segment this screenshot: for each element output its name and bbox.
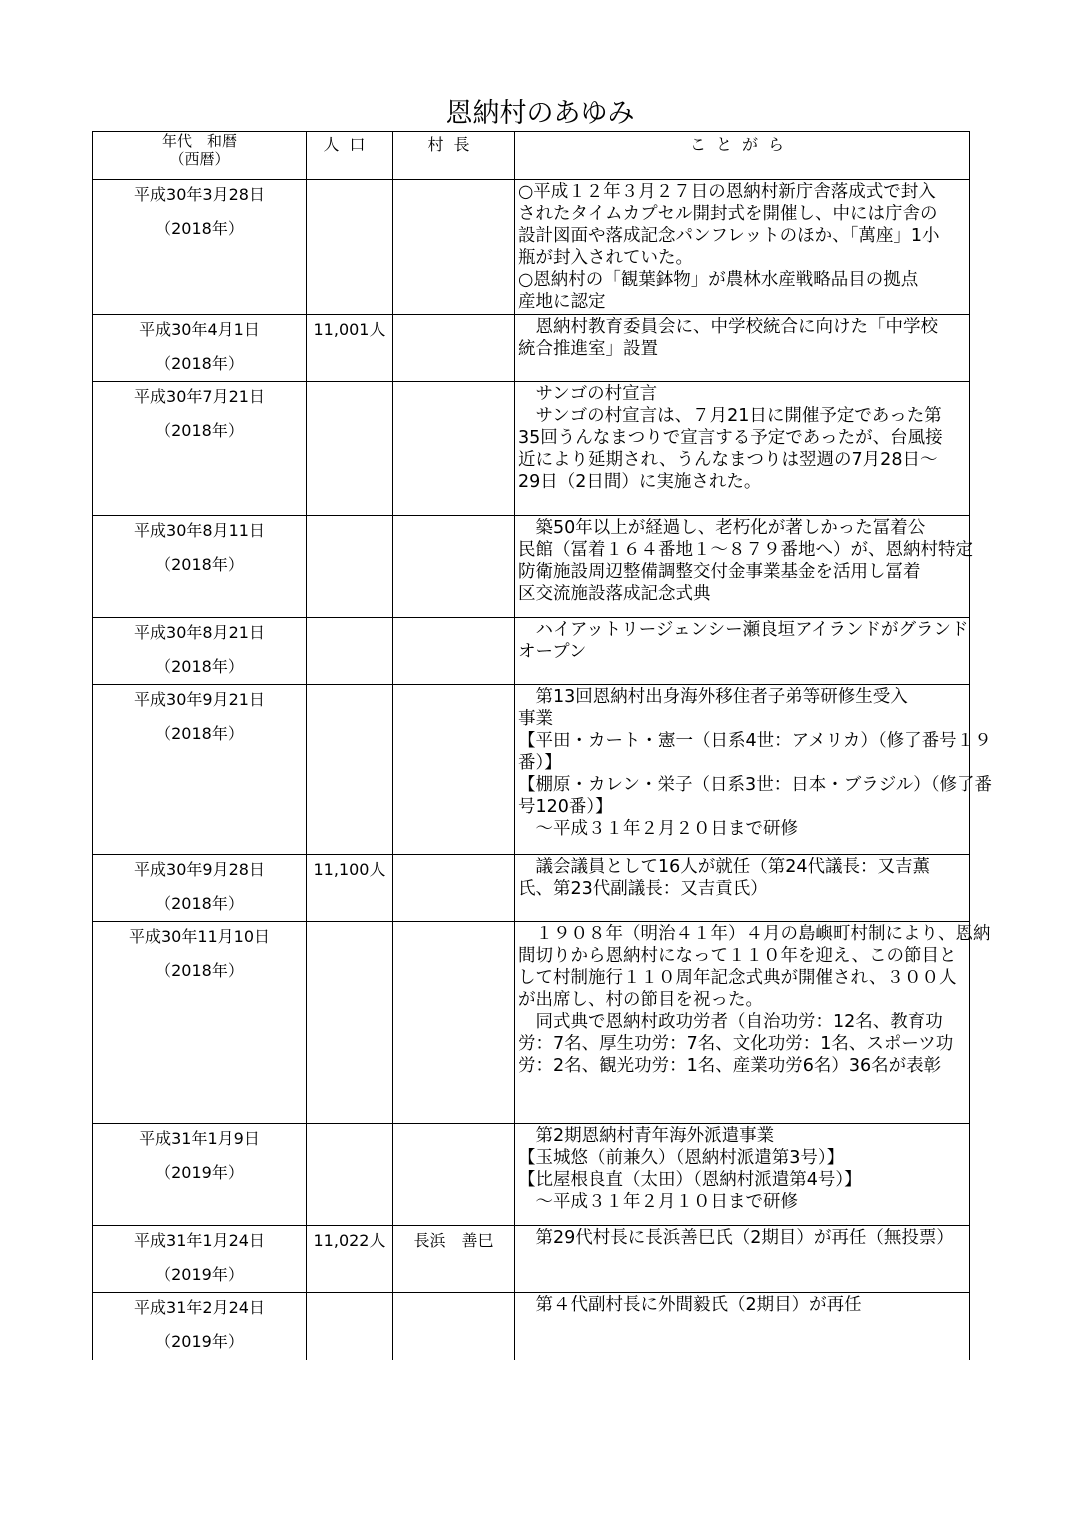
event-line: 近により延期され、うんなまつりは翌週の7月28日～ [518, 450, 938, 470]
event-line: 【玉城悠（前兼久）（恩納村派遣第3号）】 [518, 1148, 845, 1168]
history-table [92, 131, 993, 1360]
table-row [93, 1226, 970, 1293]
population-cell [307, 1124, 393, 1226]
event-line: サンゴの村宣言は、７月21日に開催予定であった第 [518, 406, 942, 426]
event-line: 第13回恩納村出身海外移住者子弟等研修生受入 [518, 687, 908, 707]
mayor-cell [393, 1293, 515, 1360]
events-cell [515, 516, 973, 618]
date-cell [93, 1226, 307, 1293]
mayor-cell [393, 855, 515, 922]
event-line: が出席し、村の節目を祝った。 [518, 990, 763, 1010]
event-line: 防衛施設周辺整備調整交付金事業基金を活用し冨着 [518, 562, 921, 582]
mayor-cell: 長浜 善巳 [393, 1226, 515, 1293]
event-line: 号120番）】 [518, 797, 613, 817]
population-cell: 11,100人 [307, 855, 393, 922]
event-line: １９０８年（明治４１年）４月の島嶼町村制により、恩納 [518, 924, 991, 944]
event-line: ～平成３１年２月１０日まで研修 [518, 1192, 798, 1212]
table-row [93, 315, 970, 382]
events-cell [515, 618, 970, 685]
event-line: 第４代副村長に外間毅氏（2期目）が再任 [518, 1295, 862, 1315]
wareki-date: 平成31年2月24日 [134, 1298, 265, 1317]
event-line: 【平田・カート・憲一（日系4世：アメリカ）（修了番号１９ [518, 731, 992, 751]
mayor-cell [393, 382, 515, 516]
event-line: 氏、第23代副議長：又吉貢氏） [518, 879, 768, 899]
seireki-year: （2018年） [155, 555, 244, 574]
mayor-cell [393, 618, 515, 685]
population-cell: 11,022人 [307, 1226, 393, 1293]
header-mayor: 村長 [393, 132, 515, 180]
event-line: 【比屋根良直（太田）（恩納村派遣第4号）】 [518, 1170, 862, 1190]
wareki-date: 平成31年1月9日 [139, 1129, 260, 1148]
mayor-cell [393, 1124, 515, 1226]
event-line: 間切りから恩納村になって１１０年を迎え、この節目と [518, 946, 957, 966]
mayor-cell [393, 922, 515, 1124]
event-line: ハイアットリージェンシー瀬良垣アイランドがグランド [518, 620, 969, 640]
seireki-year: （2018年） [155, 961, 244, 980]
event-line: 恩納村教育委員会に、中学校統合に向けた「中学校 [518, 317, 938, 337]
population-cell [307, 382, 393, 516]
population-cell [307, 685, 393, 855]
event-line: 設計図面や落成記念パンフレットのほか、「萬座」1小 [518, 226, 940, 246]
event-line: 労：2名、観光功労：1名、産業功労6名）36名が表彰 [518, 1056, 942, 1076]
seireki-year: （2018年） [155, 421, 244, 440]
table-row [93, 685, 970, 855]
seireki-year: （2018年） [155, 724, 244, 743]
event-line: 民館（冨着１６４番地１～８７９番地へ）が、恩納村特定 [518, 540, 973, 560]
event-line: サンゴの村宣言 [518, 384, 658, 404]
events-cell [515, 1226, 970, 1293]
events-cell [515, 180, 970, 315]
event-line: 産地に認定 [518, 292, 606, 312]
wareki-date: 平成30年7月21日 [134, 387, 265, 406]
population-cell [307, 1293, 393, 1360]
seireki-year: （2019年） [155, 1163, 244, 1182]
event-line: 事業 [518, 709, 553, 729]
date-cell [93, 315, 307, 382]
table-row [93, 855, 970, 922]
population-cell [307, 516, 393, 618]
header-date [93, 132, 307, 180]
event-line: ○平成１２年３月２７日の恩納村新庁舎落成式で封入 [518, 182, 936, 202]
mayor-cell [393, 180, 515, 315]
population-cell [307, 618, 393, 685]
wareki-date: 平成30年9月21日 [134, 690, 265, 709]
seireki-year: （2018年） [155, 219, 244, 238]
seireki-year: （2018年） [155, 354, 244, 373]
wareki-date: 平成30年8月21日 [134, 623, 265, 642]
table-row [93, 1293, 970, 1360]
events-cell [515, 855, 970, 922]
wareki-date: 平成30年9月28日 [134, 860, 265, 879]
event-line: 29日（2日間）に実施された。 [518, 472, 762, 492]
event-line: 築50年以上が経過し、老朽化が著しかった冨着公 [518, 518, 926, 538]
date-cell [93, 618, 307, 685]
wareki-date: 平成30年8月11日 [134, 521, 265, 540]
event-line: 第29代村長に長浜善巳氏（2期目）が再任（無投票） [518, 1228, 954, 1248]
population-cell [307, 922, 393, 1124]
header-date-line1: 年代 和暦 [161, 132, 237, 150]
events-cell [515, 685, 993, 855]
event-line: ～平成３１年２月２０日まで研修 [518, 819, 798, 839]
events-cell [515, 382, 970, 516]
date-cell [93, 1124, 307, 1226]
table-row [93, 516, 970, 618]
page-title: 恩納村のあゆみ [445, 98, 635, 129]
seireki-year: （2018年） [155, 894, 244, 913]
wareki-date: 平成30年11月10日 [128, 927, 271, 946]
event-line: ○恩納村の「観葉鉢物」が農林水産戦略品目の拠点 [518, 270, 919, 290]
events-cell [515, 1293, 970, 1360]
event-line: 瓶が封入されていた。 [518, 248, 693, 268]
mayor-cell [393, 315, 515, 382]
date-cell [93, 180, 307, 315]
header-population: 人口 [307, 132, 393, 180]
header-events: ことがら [515, 132, 970, 180]
date-cell [93, 516, 307, 618]
event-line: 統合推進室」設置 [518, 339, 658, 359]
wareki-date: 平成31年1月24日 [134, 1231, 265, 1250]
event-line: オープン [518, 642, 587, 662]
wareki-date: 平成30年4月1日 [139, 320, 260, 339]
seireki-year: （2019年） [155, 1265, 244, 1284]
events-cell [515, 315, 970, 382]
event-line: 議会議員として16人が就任（第24代議長：又吉薫 [518, 857, 931, 877]
seireki-year: （2019年） [155, 1332, 244, 1351]
date-cell [93, 922, 307, 1124]
events-cell [515, 1124, 970, 1226]
mayor-cell [393, 516, 515, 618]
table-row [93, 382, 970, 516]
event-line: 35回うんなまつりで宣言する予定であったが、台風接 [518, 428, 943, 448]
population-cell: 11,001人 [307, 315, 393, 382]
events-cell [515, 922, 991, 1124]
event-line: 第2期恩納村青年海外派遣事業 [518, 1126, 775, 1146]
wareki-date: 平成30年3月28日 [134, 185, 265, 204]
table-row [93, 922, 970, 1124]
event-line: 区交流施設落成記念式典 [518, 584, 711, 604]
date-cell [93, 1293, 307, 1360]
date-cell [93, 685, 307, 855]
table-row [93, 618, 970, 685]
event-line: 【棚原・カレン・栄子（日系3世：日本・ブラジル）（修了番 [518, 775, 993, 795]
event-line: 労：7名、厚生功労：7名、文化功労：1名、スポーツ功 [518, 1034, 954, 1054]
table-row [93, 180, 970, 315]
header-date-line2: （西暦） [169, 150, 230, 168]
mayor-cell [393, 685, 515, 855]
event-line: して村制施行１１０周年記念式典が開催され、３００人 [518, 968, 957, 988]
event-line: 同式典で恩納村政功労者（自治功労：12名、教育功 [518, 1012, 943, 1032]
event-line: されたタイムカプセル開封式を開催し、中には庁舎の [518, 204, 938, 224]
table-row [93, 1124, 970, 1226]
seireki-year: （2018年） [155, 657, 244, 676]
event-line: 番）】 [518, 753, 562, 773]
date-cell [93, 382, 307, 516]
population-cell [307, 180, 393, 315]
date-cell [93, 855, 307, 922]
